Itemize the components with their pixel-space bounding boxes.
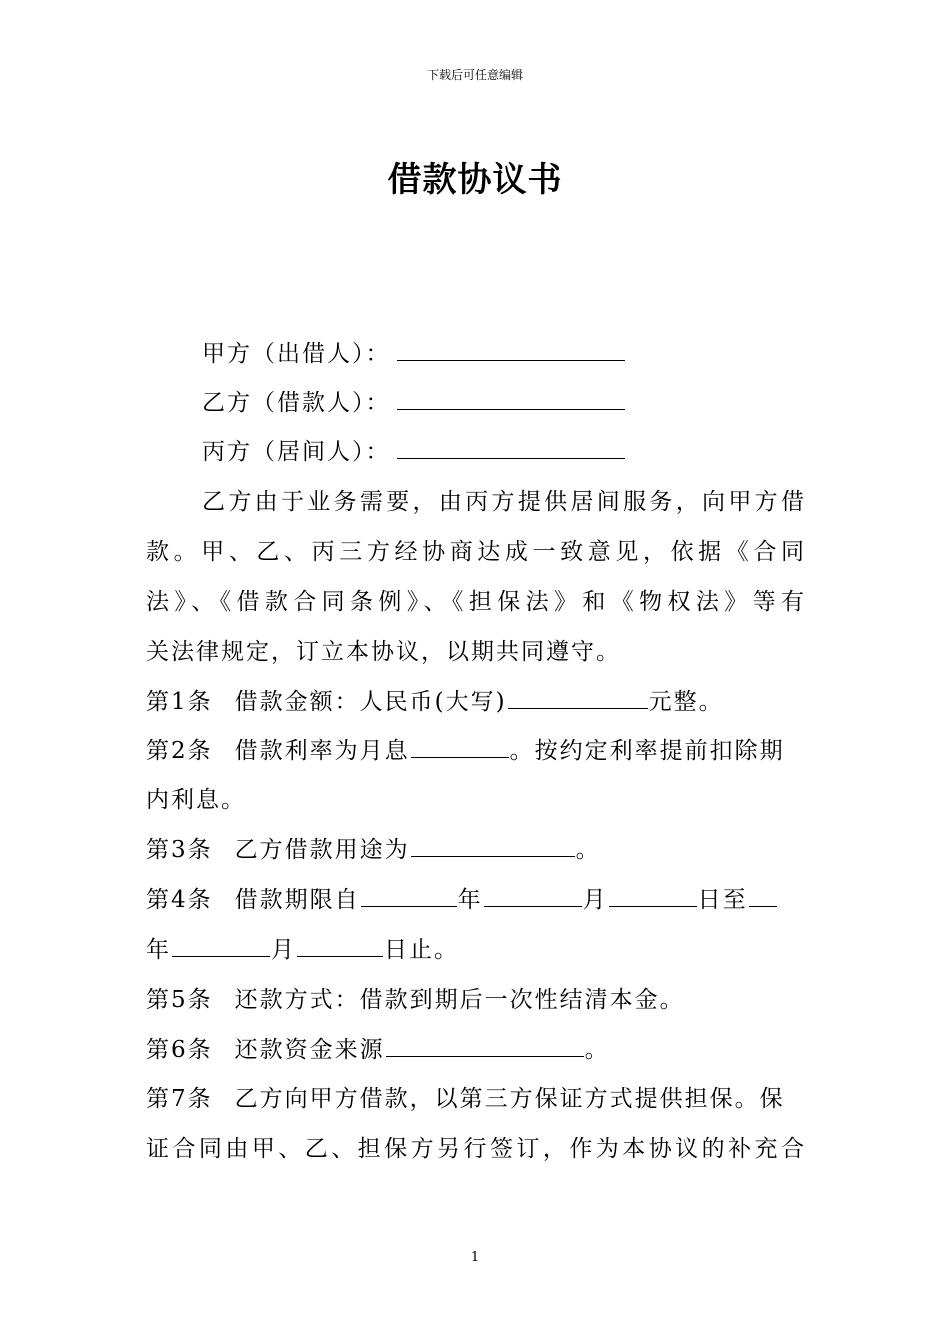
article-4-start-year-blank	[361, 884, 457, 907]
intro-line-4: 关法律规定，订立本协议，以期共同遵守。	[146, 639, 621, 665]
article-4-day-to-label: 日至	[697, 887, 748, 913]
article-4-line-2	[146, 934, 806, 966]
article-4-year-label: 年	[457, 887, 483, 913]
article-7	[146, 1083, 806, 1115]
article-1-text-end: 元整。	[648, 689, 724, 715]
article-4	[146, 884, 806, 916]
party-lender-label: 甲方（出借人）：	[202, 341, 391, 367]
article-5	[146, 984, 806, 1016]
article-7-number: 第7条	[146, 1086, 213, 1112]
article-3-number: 第3条	[146, 837, 213, 863]
party-intermediary-label: 丙方（居间人）：	[202, 439, 391, 465]
party-intermediary-line	[202, 436, 806, 468]
article-4-end-label: 日止。	[384, 937, 459, 963]
article-7-text: 乙方向甲方借款，以第三方保证方式提供担保。保	[234, 1086, 785, 1112]
article-3-blank	[411, 834, 575, 857]
article-2-blank	[411, 735, 509, 758]
article-4-end-year-blank	[749, 884, 777, 907]
party-borrower-line	[202, 387, 806, 419]
article-1-number: 第1条	[146, 689, 213, 715]
article-5-text: 还款方式：借款到期后一次性结清本金。	[234, 987, 685, 1013]
article-1-text: 借款金额：人民币(大写)	[234, 689, 507, 715]
party-intermediary-blank	[397, 436, 625, 459]
article-2-number: 第2条	[146, 738, 213, 764]
intro-line-1: 乙方由于业务需要，由丙方提供居间服务，向甲方借	[202, 489, 806, 515]
article-4-start-day-blank	[609, 884, 697, 907]
article-2-text-end: 。按约定利率提前扣除期	[509, 738, 785, 764]
article-6-blank	[386, 1034, 584, 1057]
article-1	[146, 686, 806, 718]
article-2-line-2: 内利息。	[146, 787, 246, 813]
article-2-text: 借款利率为月息	[234, 738, 410, 764]
article-4-start-month-blank	[484, 884, 582, 907]
article-3	[146, 834, 806, 866]
article-3-text-end: 。	[575, 837, 601, 863]
party-borrower-label: 乙方（借款人）：	[202, 390, 391, 416]
header-note: 下载后可任意编辑	[426, 68, 523, 82]
article-7-line-2: 证合同由甲、乙、担保方另行签订，作为本协议的补充合	[146, 1136, 806, 1162]
article-6-text: 还款资金来源	[234, 1037, 385, 1063]
intro-line-3: 法》、《借款合同条例》、《担保法》和《物权法》等有	[146, 589, 806, 615]
party-borrower-blank	[397, 387, 625, 410]
article-3-text: 乙方借款用途为	[234, 837, 410, 863]
article-5-number: 第5条	[146, 987, 213, 1013]
article-4-number: 第4条	[146, 887, 213, 913]
article-4-month-label: 月	[582, 887, 608, 913]
page-number: 1	[470, 1250, 480, 1265]
article-4-end-month-label: 月	[271, 937, 296, 963]
intro-line-2: 款。甲、乙、丙三方经协商达成一致意见，依据《合同	[146, 539, 806, 565]
article-4-end-day-blank	[297, 934, 383, 957]
article-6	[146, 1034, 806, 1066]
party-lender-blank	[397, 338, 625, 361]
article-6-text-end: 。	[584, 1037, 610, 1063]
article-2	[146, 735, 806, 767]
article-4-end-year-label: 年	[146, 937, 171, 963]
article-4-end-month-blank	[172, 934, 270, 957]
article-4-text: 借款期限自	[234, 887, 360, 913]
article-6-number: 第6条	[146, 1037, 213, 1063]
party-lender-line	[202, 338, 806, 370]
article-1-blank	[508, 686, 648, 709]
document-title: 借款协议书	[387, 160, 563, 200]
